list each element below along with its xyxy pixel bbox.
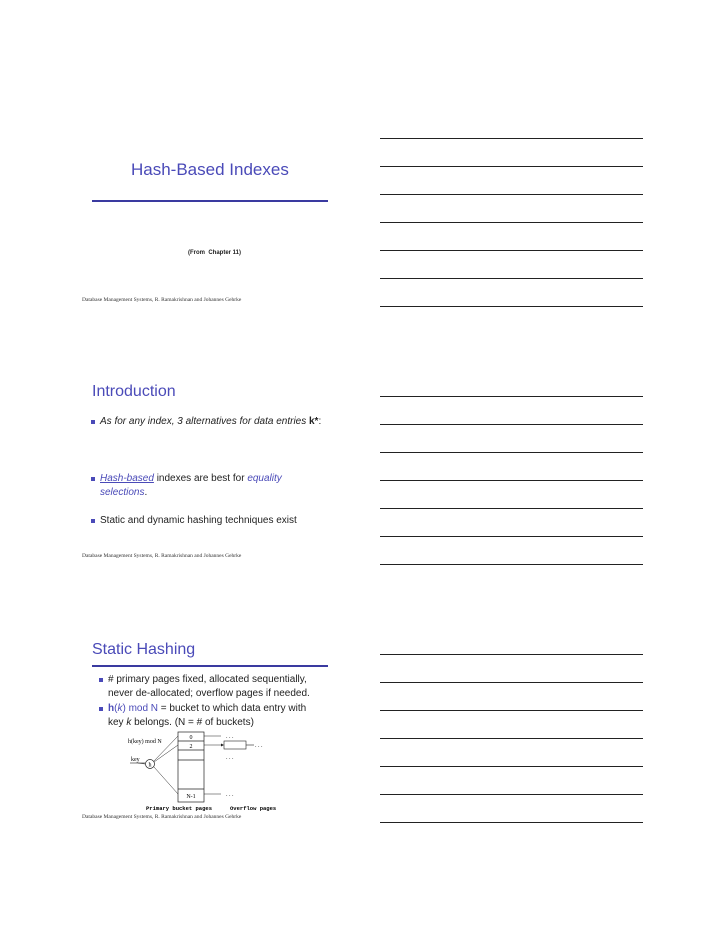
slide-3-title: Static Hashing (92, 641, 196, 658)
note-line (380, 250, 643, 251)
static-hashing-diagram (120, 730, 300, 812)
bullet-text: belongs. (N = # of buckets) (131, 717, 254, 728)
bullet-text-line-2: never de-allocated; overflow pages if needed. (108, 688, 310, 699)
bullet-text-line-1: # primary pages fixed, allocated sequentially, (108, 674, 307, 685)
k-italic: k (126, 717, 132, 728)
bullet-marker (91, 477, 95, 481)
bucket-n-1-label: N-1 (186, 794, 196, 800)
note-line (380, 452, 643, 453)
overflow-pages-label: Overflow pages (230, 805, 277, 812)
h-symbol: h (108, 703, 115, 714)
note-line (380, 710, 643, 711)
bullet-alternatives (100, 415, 350, 429)
note-line (380, 138, 643, 139)
dots-0: . . . (226, 734, 234, 740)
slide-1-subtitle: (From Chapter 11) (188, 250, 242, 256)
bucket-0-label: 0 (189, 735, 193, 741)
bullet-marker (99, 707, 103, 711)
paren-open: ( (114, 703, 118, 714)
bullet-primary-pages (108, 673, 338, 701)
dots-overflow: . . . (255, 743, 263, 749)
note-line (380, 194, 643, 195)
overflow-page (224, 741, 246, 749)
primary-bucket-pages-label: Primary bucket pages (146, 805, 213, 812)
bullet-text: Static and dynamic hashing techniques exist (100, 515, 297, 526)
bullet-text: As for any index, 3 alternatives for data entries (100, 416, 309, 427)
bullet-text: indexes are best for (153, 473, 248, 484)
hkey-mod-n-label: h(key) mod N (128, 739, 162, 745)
slide-1-footer: Database Management Systems, R. Ramakrishnan and Johannes Gehrke (82, 297, 242, 303)
h-node-label: h (148, 762, 152, 769)
bullet-marker (99, 678, 103, 682)
mod-n: mod N (125, 703, 159, 714)
bullet-marker (91, 519, 95, 523)
note-line (380, 306, 643, 307)
bullet-text: = bucket to which data entry with (158, 703, 307, 714)
note-line (380, 278, 643, 279)
paren-close: ) (122, 703, 126, 714)
dots-n-1: . . . (226, 792, 234, 798)
bullet-hash-based (100, 472, 340, 500)
selections-emph: selections (100, 487, 145, 498)
note-line (380, 766, 643, 767)
slide-2-footer: Database Management Systems, R. Ramakrishnan and Johannes Gehrke (82, 553, 242, 559)
bullet-key: k* (309, 416, 319, 427)
hash-based-link[interactable]: Hash-based (100, 473, 154, 484)
note-line (380, 508, 643, 509)
slide-2-title: Introduction (92, 383, 176, 400)
note-line (380, 396, 643, 397)
title-divider (92, 665, 328, 667)
note-line (380, 536, 643, 537)
slide-3-footer: Database Management Systems, R. Ramakrishnan and Johannes Gehrke (82, 814, 242, 820)
k-symbol: k (117, 703, 123, 714)
bullet-marker (91, 420, 95, 424)
bullet-text: key (108, 717, 127, 728)
bullet-static-dynamic (100, 514, 350, 528)
slide-1-title: Hash-Based Indexes (131, 160, 289, 179)
note-line (380, 794, 643, 795)
bullet-suffix: : (318, 416, 322, 427)
bullet-end: . (144, 487, 148, 498)
bullet-hash-function (108, 702, 338, 730)
dots-middle: . . . (226, 755, 234, 761)
note-line (380, 166, 643, 167)
primary-bucket-column (178, 732, 204, 802)
title-divider (92, 200, 328, 202)
equality-emph: equality (247, 473, 282, 484)
note-line (380, 682, 643, 683)
note-line (380, 424, 643, 425)
note-line (380, 654, 643, 655)
note-line (380, 480, 643, 481)
note-line (380, 738, 643, 739)
bucket-2-label: 2 (189, 744, 193, 750)
note-line (380, 222, 643, 223)
note-line (380, 822, 643, 823)
key-label: key (131, 757, 140, 763)
note-line (380, 564, 643, 565)
